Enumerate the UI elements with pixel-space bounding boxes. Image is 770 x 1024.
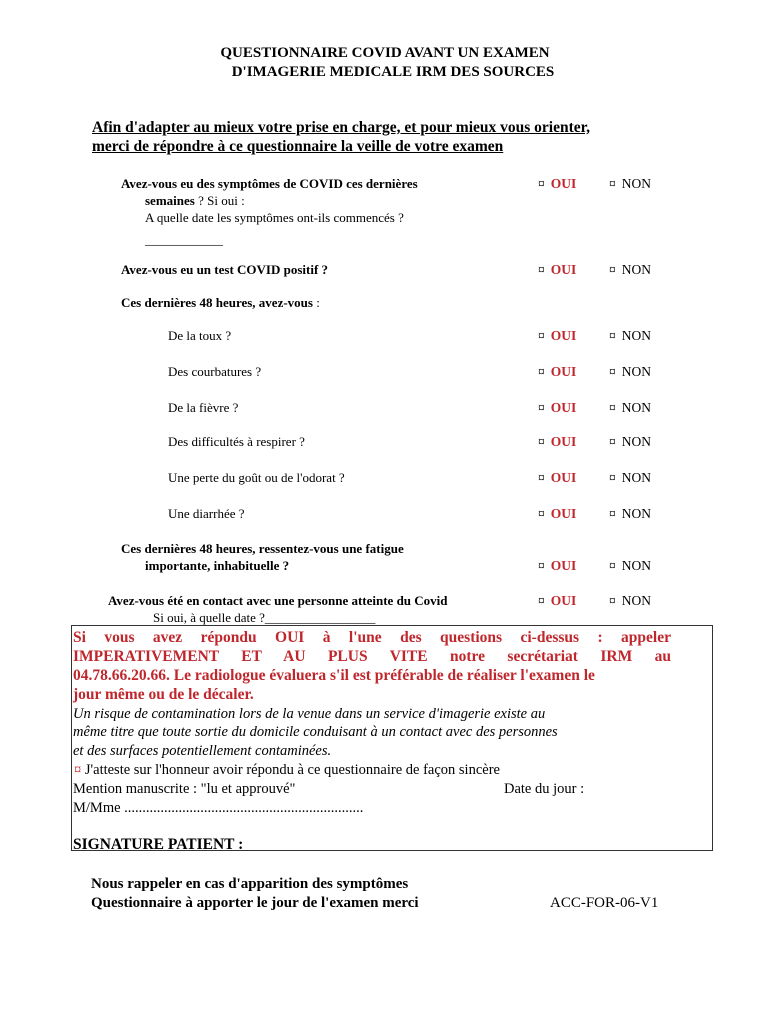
- q1-date-field[interactable]: ____________: [145, 232, 223, 247]
- symptom-gout-odorat: Une perte du goût ou de l'odorat ?: [168, 470, 345, 485]
- q1-sub: ? Si oui :: [194, 193, 245, 208]
- attestation-text: J'atteste sur l'honneur avoir répondu à ce questionnaire de façon sincère: [81, 762, 500, 778]
- gout-oui-option[interactable]: ¤ OUI: [538, 470, 577, 485]
- q1-label-2: semaines: [145, 193, 195, 208]
- question-test-positive: Avez-vous eu un test COVID positif ?: [121, 262, 329, 277]
- risk-line3: et des surfaces potentiellement contaminées.: [73, 743, 332, 759]
- courbatures-oui-option[interactable]: ¤ OUI: [538, 364, 577, 379]
- document-title-line2: D'IMAGERIE MEDICALE IRM DES SOURCES: [231, 64, 555, 80]
- attestation-symbol: ¤: [74, 762, 82, 778]
- diarrhee-non-option[interactable]: ¤ NON: [609, 506, 651, 521]
- attestation-checkbox[interactable]: [74, 761, 500, 780]
- contact-oui-option[interactable]: ¤ OUI: [538, 593, 577, 608]
- contact-non-option[interactable]: ¤ NON: [609, 593, 651, 608]
- q1-non-option[interactable]: ¤ NON: [609, 176, 651, 191]
- signature-label: SIGNATURE PATIENT :: [73, 836, 244, 853]
- q2-oui-option[interactable]: ¤ OUI: [538, 262, 577, 277]
- courbatures-non-option[interactable]: ¤ NON: [609, 364, 651, 379]
- diarrhee-oui-option[interactable]: ¤ OUI: [538, 506, 577, 521]
- mention-manuscrite: Mention manuscrite : "lu et approuvé": [73, 781, 296, 797]
- q2-non-option[interactable]: ¤ NON: [609, 262, 651, 277]
- symptom-courbatures: Des courbatures ?: [168, 364, 262, 379]
- warning-line3: 04.78.66.20.66. Le radiologue évaluera s'il est préférable de réaliser l'examen le: [73, 667, 595, 684]
- warning-line2: IMPERATIVEMENT ET AU PLUS VITE notre secrétariat IRM au: [73, 648, 671, 665]
- footer-line2: Questionnaire à apporter le jour de l'examen merci: [91, 895, 419, 911]
- risk-line2: même titre que toute sortie du domicile conduisant à un contact avec des personnes: [73, 724, 558, 740]
- q1-date-question: A quelle date les symptômes ont-ils commencés ?: [145, 210, 404, 225]
- toux-non-option[interactable]: ¤ NON: [609, 328, 651, 343]
- intro-line1: Afin d'adapter au mieux votre prise en charge, et pour mieux vous orienter,: [92, 119, 590, 136]
- form-code: ACC-FOR-06-V1: [550, 895, 659, 911]
- respirer-oui-option[interactable]: ¤ OUI: [538, 434, 577, 449]
- warning-line4: jour même ou de le décaler.: [73, 686, 254, 703]
- symptom-fievre: De la fièvre ?: [168, 400, 239, 415]
- risk-line1: Un risque de contamination lors de la venue dans un service d'imagerie existe au: [73, 706, 546, 722]
- section-48h-heading: Ces dernières 48 heures, avez-vous :: [121, 295, 320, 310]
- symptom-respirer: Des difficultés à respirer ?: [168, 434, 305, 449]
- symptom-toux: De la toux ?: [168, 328, 232, 343]
- q1-oui-option[interactable]: ¤ OUI: [538, 176, 577, 191]
- fatigue-oui-option[interactable]: ¤ OUI: [538, 558, 577, 573]
- date-du-jour: Date du jour :: [504, 781, 585, 797]
- document-title-line1: QUESTIONNAIRE COVID AVANT UN EXAMEN: [220, 45, 550, 61]
- contact-date-field[interactable]: Si oui, à quelle date ?_________________: [153, 610, 376, 625]
- q1-label: Avez-vous eu des symptômes de COVID ces dernières: [121, 176, 418, 191]
- patient-name-field[interactable]: M/Mme ..................................................................: [73, 800, 364, 816]
- question-fatigue: Ces dernières 48 heures, ressentez-vous une fatigue importante, inhabituelle ?: [121, 541, 404, 573]
- warning-line1: Si vous avez répondu OUI à l'une des questions ci-dessus : appeler: [73, 629, 671, 646]
- fatigue-non-option[interactable]: ¤ NON: [609, 558, 651, 573]
- intro-line2: merci de répondre à ce questionnaire la veille de votre examen: [92, 138, 504, 155]
- footer-line1: Nous rappeler en cas d'apparition des symptômes: [91, 876, 409, 892]
- respirer-non-option[interactable]: ¤ NON: [609, 434, 651, 449]
- fievre-oui-option[interactable]: ¤ OUI: [538, 400, 577, 415]
- symptom-diarrhee: Une diarrhée ?: [168, 506, 245, 521]
- question-contact: Avez-vous été en contact avec une personne atteinte du Covid Si oui, à quelle date ?_________________: [108, 593, 448, 625]
- toux-oui-option[interactable]: ¤ OUI: [538, 328, 577, 343]
- fievre-non-option[interactable]: ¤ NON: [609, 400, 651, 415]
- gout-non-option[interactable]: ¤ NON: [609, 470, 651, 485]
- question-symptoms-recent: [121, 175, 521, 248]
